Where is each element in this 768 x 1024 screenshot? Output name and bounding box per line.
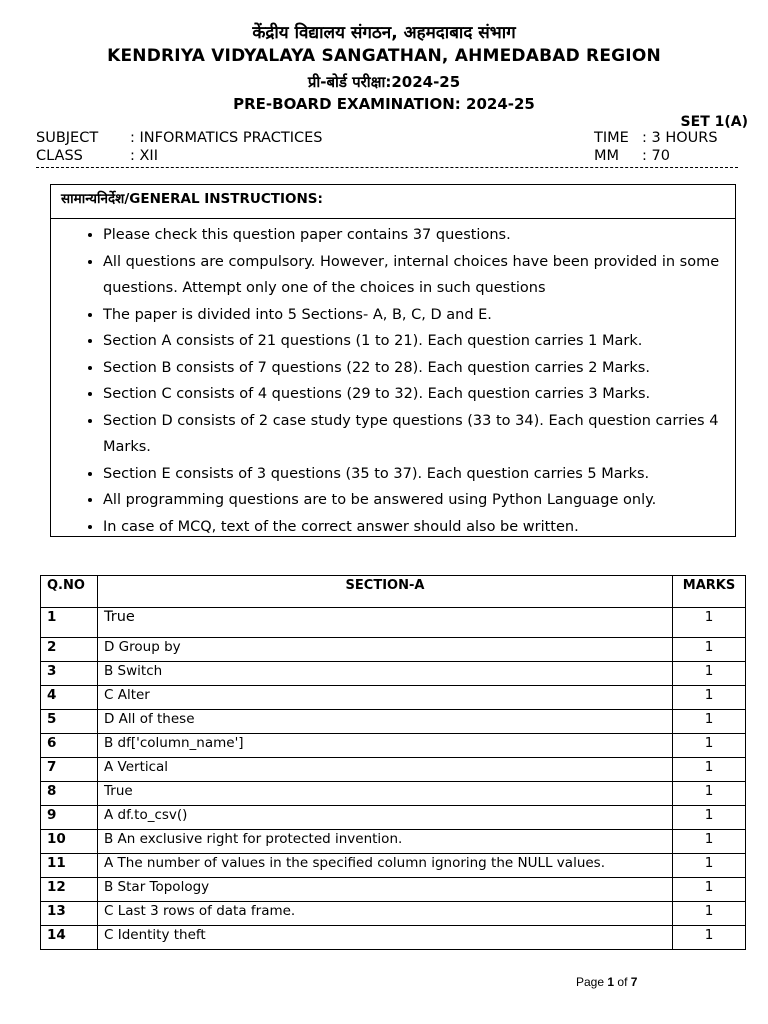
table-row [41, 638, 746, 662]
time-value: : 3 HOURS [642, 130, 718, 146]
row-marks: 1 [673, 734, 746, 758]
row-qno: 2 [41, 638, 98, 662]
row-qno: 10 [41, 830, 98, 854]
class-value: : XII [130, 148, 158, 164]
row-marks: 1 [673, 878, 746, 902]
answer-table [40, 575, 746, 950]
row-answer: True [98, 608, 673, 638]
instruction-item: • The paper is divided into 5 Sections- A, B, C, D and E. [103, 302, 725, 329]
row-qno: 13 [41, 902, 98, 926]
row-answer: A Vertical [98, 758, 673, 782]
row-marks: 1 [673, 830, 746, 854]
table-row [41, 662, 746, 686]
table-row [41, 806, 746, 830]
row-marks: 1 [673, 926, 746, 950]
row-answer: B Switch [98, 662, 673, 686]
class-label: CLASS [36, 148, 83, 164]
row-marks: 1 [673, 686, 746, 710]
page-word: Page [576, 975, 605, 989]
row-marks: 1 [673, 806, 746, 830]
row-qno: 7 [41, 758, 98, 782]
instructions-box [50, 184, 736, 537]
instruction-item: • Section B consists of 7 questions (22 to 28). Each question carries 2 Marks. [103, 355, 725, 382]
row-qno: 6 [41, 734, 98, 758]
instruction-item: • In case of MCQ, text of the correct answer should also be written. [103, 514, 725, 541]
instructions-list [51, 222, 735, 540]
row-answer: B df['column_name'] [98, 734, 673, 758]
row-qno: 3 [41, 662, 98, 686]
subject-label: SUBJECT [36, 130, 99, 146]
row-qno: 12 [41, 878, 98, 902]
table-row [41, 710, 746, 734]
row-marks: 1 [673, 902, 746, 926]
row-answer: A The number of values in the specified column ignoring the NULL values. [98, 854, 673, 878]
english-exam-title: PRE-BOARD EXAMINATION: 2024-25 [233, 95, 535, 113]
table-row [41, 926, 746, 950]
instruction-item: • All questions are compulsory. However, internal choices have been provided in some questions. Attempt only one of the choices in such questions [103, 249, 725, 302]
table-row [41, 782, 746, 806]
hindi-title: केंद्रीय विद्यालय संगठन, अहमदाबाद संभाग [252, 23, 516, 43]
instruction-item: • Section C consists of 4 questions (29 to 32). Each question carries 3 Marks. [103, 381, 725, 408]
instructions-heading: सामान्यनिर्देश/GENERAL INSTRUCTIONS: [51, 185, 735, 219]
table-row [41, 734, 746, 758]
page-footer [576, 975, 637, 989]
row-marks: 1 [673, 782, 746, 806]
page-number: 1 [607, 975, 615, 989]
row-answer: C Last 3 rows of data frame. [98, 902, 673, 926]
instruction-item: • Section A consists of 21 questions (1 to 21). Each question carries 1 Mark. [103, 328, 725, 355]
instruction-item: • All programming questions are to be answered using Python Language only. [103, 487, 725, 514]
row-answer: True [98, 782, 673, 806]
row-qno: 9 [41, 806, 98, 830]
row-qno: 8 [41, 782, 98, 806]
row-answer: C Identity theft [98, 926, 673, 950]
row-marks: 1 [673, 608, 746, 638]
set-label: SET 1(A) [680, 114, 748, 130]
row-qno: 11 [41, 854, 98, 878]
instruction-item: • Section E consists of 3 questions (35 to 37). Each question carries 5 Marks. [103, 461, 725, 488]
table-row [41, 686, 746, 710]
table-row [41, 608, 746, 638]
row-qno: 14 [41, 926, 98, 950]
row-answer: B An exclusive right for protected invention. [98, 830, 673, 854]
of-word: of [617, 975, 628, 989]
dashed-divider [36, 167, 738, 168]
table-row [41, 830, 746, 854]
table-row [41, 902, 746, 926]
instruction-item: • Please check this question paper contains 37 questions. [103, 222, 725, 249]
row-qno: 5 [41, 710, 98, 734]
english-title: KENDRIYA VIDYALAYA SANGATHAN, AHMEDABAD REGION [107, 46, 661, 66]
page-total: 7 [630, 975, 638, 989]
hindi-exam-title: प्री-बोर्ड परीक्षा:2024-25 [307, 73, 461, 91]
row-answer: D Group by [98, 638, 673, 662]
subject-value: : INFORMATICS PRACTICES [130, 130, 323, 146]
row-marks: 1 [673, 662, 746, 686]
instruction-item: • Section D consists of 2 case study type questions (33 to 34). Each question carries 4 Marks. [103, 408, 725, 461]
row-marks: 1 [673, 710, 746, 734]
mm-label: MM [594, 148, 620, 164]
header-marks: MARKS [673, 576, 746, 608]
row-answer: D All of these [98, 710, 673, 734]
table-header-row [41, 576, 746, 608]
mm-value: : 70 [642, 148, 670, 164]
time-label: TIME [594, 130, 629, 146]
row-answer: A df.to_csv() [98, 806, 673, 830]
header-section: SECTION-A [98, 576, 673, 608]
row-answer: C Alter [98, 686, 673, 710]
row-qno: 1 [41, 608, 98, 638]
header-qno: Q.NO [41, 576, 98, 608]
row-marks: 1 [673, 638, 746, 662]
row-marks: 1 [673, 854, 746, 878]
row-answer: B Star Topology [98, 878, 673, 902]
table-row [41, 878, 746, 902]
table-row [41, 854, 746, 878]
table-row [41, 758, 746, 782]
row-qno: 4 [41, 686, 98, 710]
row-marks: 1 [673, 758, 746, 782]
